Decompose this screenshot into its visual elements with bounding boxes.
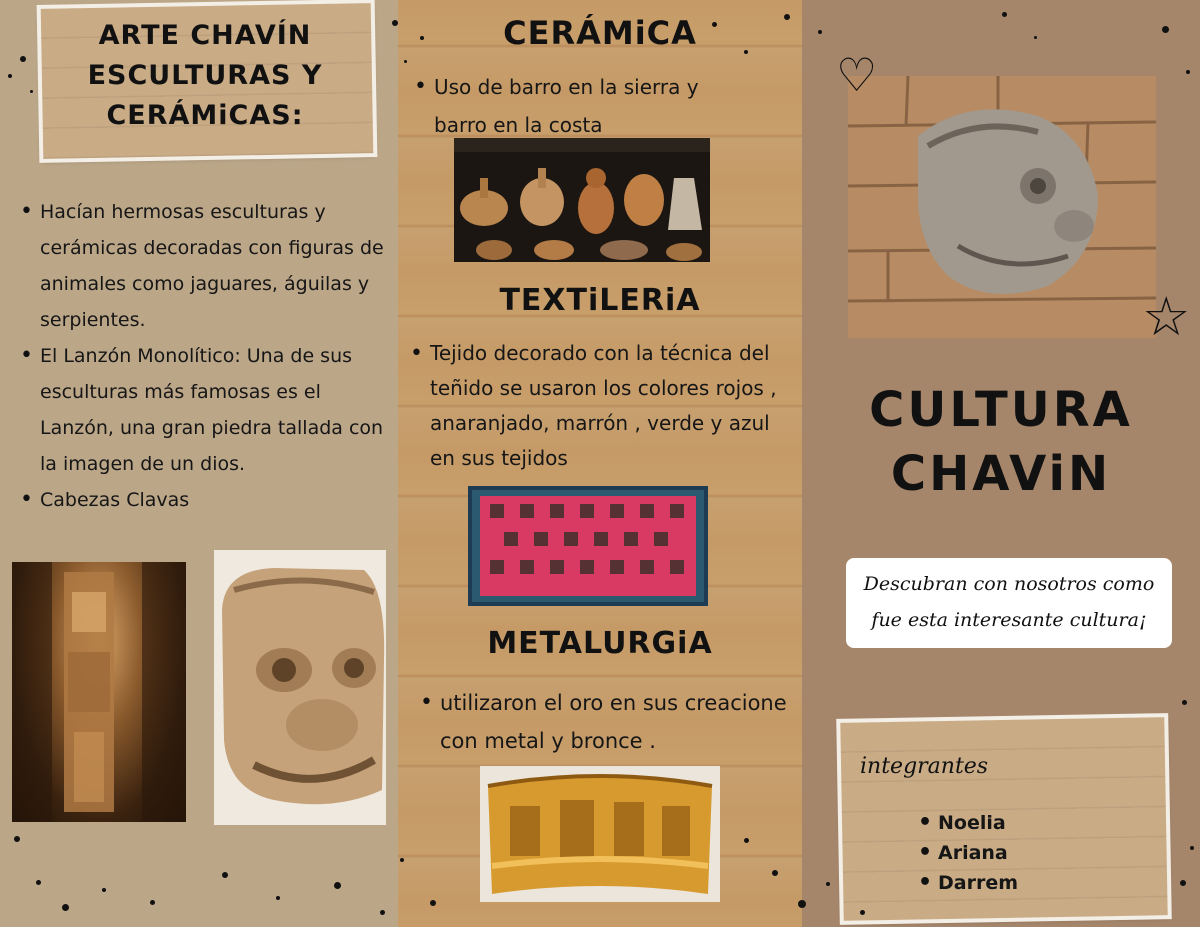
member-2: • Ariana: [912, 838, 1112, 868]
middle-panel: [398, 0, 802, 927]
textileria-bullet-list: [404, 336, 788, 476]
cabeza-clava-wall-photo: [848, 76, 1156, 338]
cabeza-clava-photo: [214, 550, 386, 825]
main-title-line-2: CHAViN: [890, 446, 1112, 502]
metalurgia-title: METALURGiA: [487, 626, 713, 661]
members-label: integrantes: [860, 754, 989, 779]
tagline-box: [846, 558, 1172, 648]
left-bullet-list: [14, 194, 384, 518]
main-title-line-1: CULTURA: [869, 382, 1133, 438]
left-title: [40, 16, 370, 136]
textileria-bullet: • Tejido decorado con la técnica del teñido se usaron los colores rojos , anaranjado, marrón , verde y azul en sus tejidos: [404, 336, 788, 476]
ceramica-photo: [454, 138, 710, 262]
textile-photo: [468, 486, 708, 606]
tagline-text: Descubran con nosotros como fue esta interesante cultura¡: [863, 573, 1155, 631]
lanzon-photo: [12, 562, 186, 822]
left-bullet-2: • El Lanzón Monolítico: Una de sus esculturas más famosas es el Lanzón, una gran piedra tallada con la imagen de un dios.: [14, 338, 384, 482]
left-panel: [0, 0, 398, 927]
ceramica-title: CERÁMiCA: [503, 14, 697, 52]
member-1: • Noelia: [912, 808, 1112, 838]
main-title: [802, 378, 1200, 506]
gold-crown-photo: [480, 766, 720, 902]
heart-icon: ♡: [836, 49, 878, 101]
member-3: • Darrem: [912, 868, 1112, 898]
textileria-title: TEXTiLERiA: [499, 283, 701, 318]
left-bullet-1: • Hacían hermosas esculturas y cerámicas decoradas con figuras de animales como jaguares, águilas y serpientes.: [14, 194, 384, 338]
ceramica-bullet-list: [408, 68, 748, 144]
right-panel: [802, 0, 1200, 927]
star-icon: ☆: [1142, 287, 1191, 347]
left-title-line-1: ARTE CHAVÍN: [98, 20, 312, 51]
left-bullet-3: • Cabezas Clavas: [14, 482, 384, 518]
members-list: [912, 808, 1112, 898]
left-title-line-3: CERÁMiCAS:: [106, 100, 304, 131]
metalurgia-bullet-list: [414, 684, 794, 760]
ceramica-bullet: • Uso de barro en la sierra y barro en la costa: [408, 68, 748, 144]
left-title-line-2: ESCULTURAS Y: [87, 60, 323, 91]
metalurgia-bullet: • utilizaron el oro en sus creacione con metal y bronce .: [414, 684, 794, 760]
